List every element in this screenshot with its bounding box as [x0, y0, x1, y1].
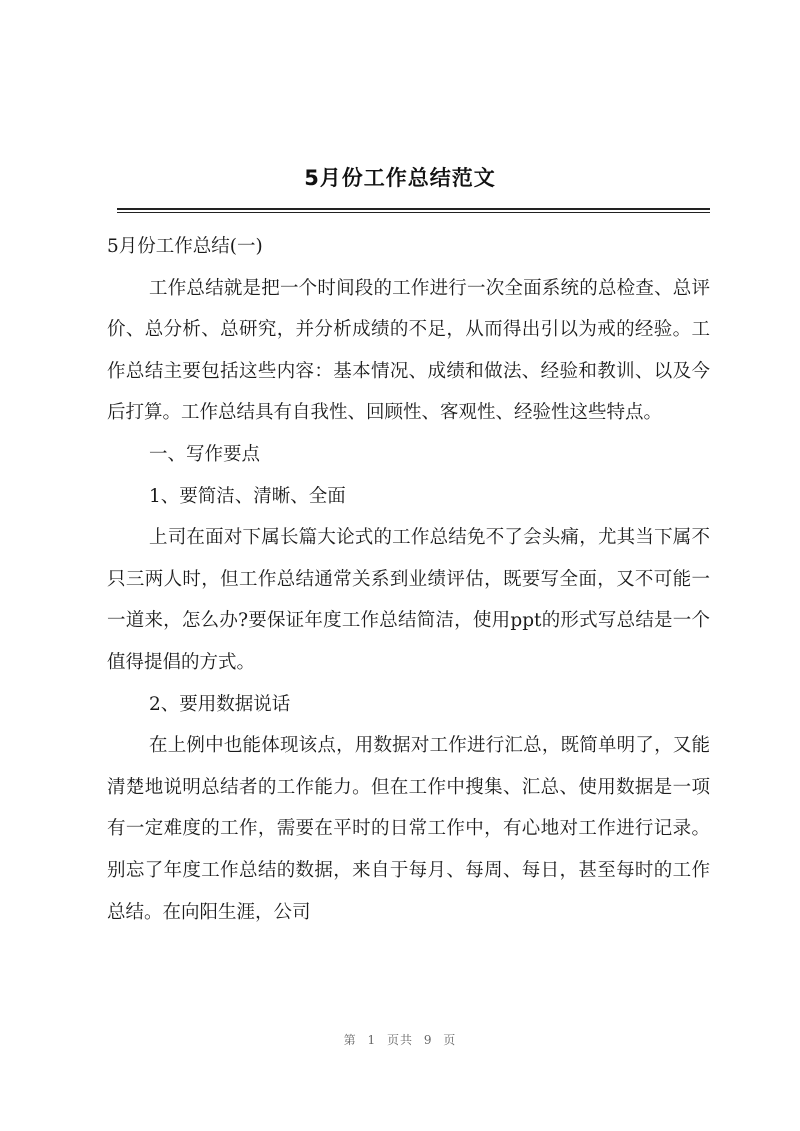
- subheading-concise: 1、要简洁、清晰、全面: [149, 485, 346, 507]
- subheading-data: 2、要用数据说话: [149, 693, 291, 715]
- document-body: [107, 226, 710, 933]
- page-footer: [0, 1031, 800, 1048]
- footer-total-pages: 9: [423, 1033, 433, 1047]
- document-title: 5月份工作总结范文: [304, 166, 496, 190]
- footer-current-page: 1: [367, 1033, 377, 1047]
- paragraph-data: 在上例中也能体现该点，用数据对工作进行汇总，既简单明了，又能清楚地说明总结者的工作能力。但在工作中搜集、汇总、使用数据是一项有一定难度的工作，需要在平时的日常工作中，有心地对工作进行记录。别忘了年度工作总结的数据，来自于每月、每周、每日，甚至每时的工作总结。在向阳生涯，公司: [107, 735, 710, 923]
- title-underline: [117, 208, 710, 213]
- footer-prefix: 第: [343, 1033, 357, 1047]
- paragraph-concise: 上司在面对下属长篇大论式的工作总结免不了会头痛，尤其当下属不只三两人时，但工作总结通常关系到业绩评估，既要写全面，又不可能一一道来，怎么办?要保证年度工作总结简洁，使用ppt的形式写总结是一个值得提倡的方式。: [107, 527, 710, 673]
- paragraph-intro: 工作总结就是把一个时间段的工作进行一次全面系统的总检查、总评价、总分析、总研究，并分析成绩的不足，从而得出引以为戒的经验。工作总结主要包括这些内容：基本情况、成绩和做法、经验和教训、以及今后打算。工作总结具有自我性、回顾性、客观性、经验性这些特点。: [107, 277, 710, 424]
- footer-middle: 页共: [386, 1033, 413, 1047]
- footer-suffix: 页: [443, 1033, 457, 1047]
- section-heading: 5月份工作总结(一): [107, 236, 263, 257]
- heading-writing-points: 一、写作要点: [149, 443, 261, 465]
